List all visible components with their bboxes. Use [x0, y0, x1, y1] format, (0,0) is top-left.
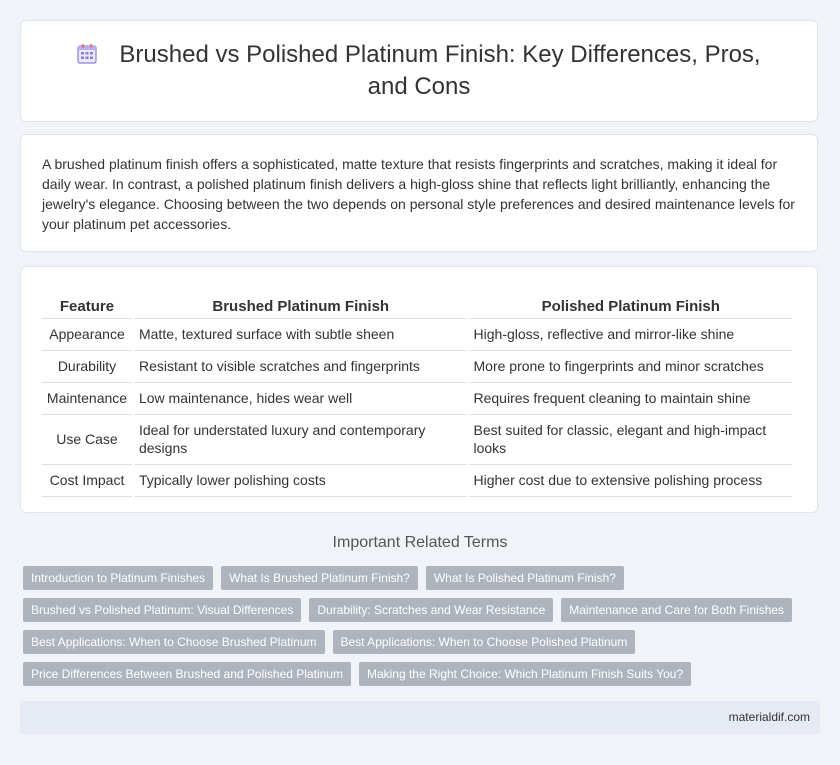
intro-card: [20, 134, 818, 252]
header-brushed: Brushed Platinum Finish: [135, 293, 467, 319]
table-row: [42, 465, 792, 497]
comparison-table: [39, 293, 795, 497]
row-brushed: Low maintenance, hides wear well: [135, 383, 467, 415]
row-polished: High-gloss, reflective and mirror-like shine: [470, 319, 793, 351]
row-feature: Durability: [42, 351, 132, 383]
row-brushed: Resistant to visible scratches and fingerprints: [135, 351, 467, 383]
row-feature: Appearance: [42, 319, 132, 351]
intro-paragraph: A brushed platinum finish offers a sophisticated, matte texture that resists fingerprints and scratches, making it ideal for daily wear. In contrast, a polished platinum finish delivers a high-gloss shine that reflects light brilliantly, enhancing the jewelry's elegance. Choosing between the two depends on personal style preferences and desired maintenance levels for your platinum pet accessories.: [42, 156, 795, 232]
related-terms-title: Important Related Terms: [332, 534, 508, 551]
row-feature: Cost Impact: [42, 465, 132, 497]
row-polished: More prone to fingerprints and minor scratches: [470, 351, 793, 383]
table-row: [42, 351, 792, 383]
tag-row: [23, 598, 813, 622]
related-tag[interactable]: Making the Right Choice: Which Platinum Finish Suits You?: [359, 662, 691, 686]
related-tag[interactable]: Best Applications: When to Choose Polished Platinum: [333, 630, 636, 654]
related-tag[interactable]: Price Differences Between Brushed and Polished Platinum: [23, 662, 351, 686]
related-tag[interactable]: Introduction to Platinum Finishes: [23, 566, 213, 590]
table-row: [42, 383, 792, 415]
table-row: [42, 319, 792, 351]
footer: [20, 701, 820, 734]
tag-row: [23, 630, 813, 654]
row-feature: Use Case: [42, 415, 132, 465]
related-tags: [23, 566, 813, 694]
related-tag[interactable]: Maintenance and Care for Both Finishes: [561, 598, 792, 622]
row-polished: Best suited for classic, elegant and high-impact looks: [470, 415, 793, 465]
tag-row: [23, 566, 813, 590]
table-header-row: [42, 293, 792, 319]
row-polished: Requires frequent cleaning to maintain shine: [470, 383, 793, 415]
row-brushed: Matte, textured surface with subtle sheen: [135, 319, 467, 351]
table-row: [42, 415, 792, 465]
related-tag[interactable]: Best Applications: When to Choose Brushed Platinum: [23, 630, 325, 654]
comparison-table-card: [20, 266, 818, 513]
header-feature: Feature: [42, 293, 132, 319]
row-polished: Higher cost due to extensive polishing process: [470, 465, 793, 497]
related-tag[interactable]: What Is Polished Platinum Finish?: [426, 566, 624, 590]
row-feature: Maintenance: [42, 383, 132, 415]
page-title-wrap: [61, 39, 777, 103]
related-tag[interactable]: Durability: Scratches and Wear Resistance: [309, 598, 553, 622]
page-title: Brushed vs Polished Platinum Finish: Key Differences, Pros, and Cons: [119, 41, 761, 100]
tag-row: [23, 662, 813, 686]
row-brushed: Ideal for understated luxury and contemporary designs: [135, 415, 467, 465]
related-tag[interactable]: Brushed vs Polished Platinum: Visual Differences: [23, 598, 301, 622]
calendar-grid-icon: [77, 41, 97, 61]
row-brushed: Typically lower polishing costs: [135, 465, 467, 497]
title-card: [20, 20, 818, 122]
footer-site[interactable]: materialdif.com: [728, 710, 810, 724]
related-tag[interactable]: What Is Brushed Platinum Finish?: [221, 566, 418, 590]
header-polished: Polished Platinum Finish: [470, 293, 793, 319]
